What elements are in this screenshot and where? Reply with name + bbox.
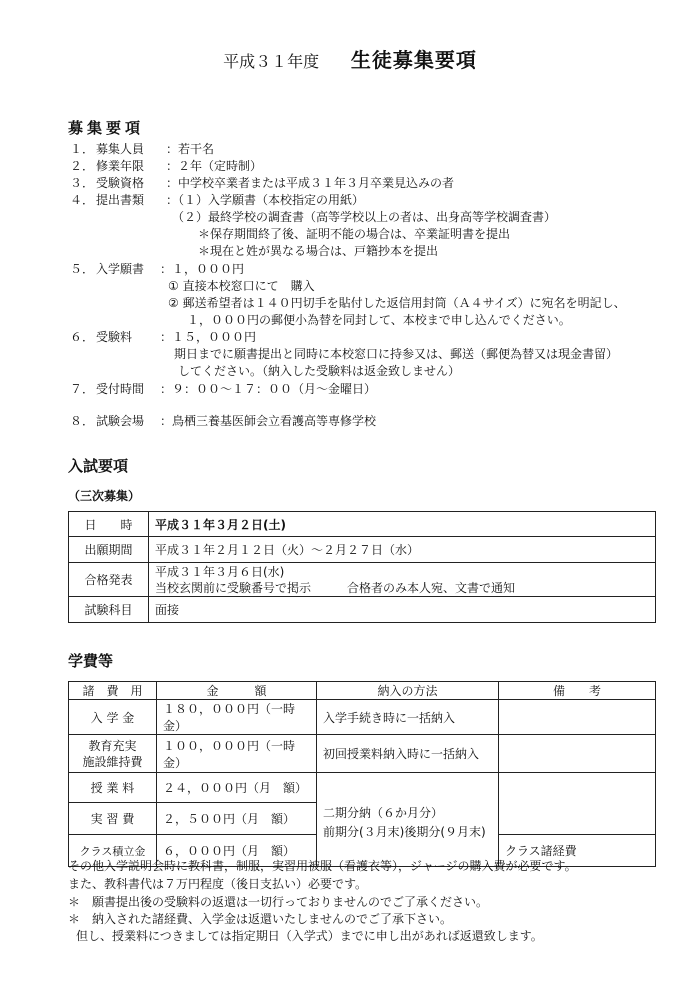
page-title [0,44,700,73]
boshu-item-1: １． 募集人員 ：若干名 [70,142,215,156]
note-line-1: その他入学説明会時に教科書，制服，実習用被服（看護衣等），ジャージの購入費が必要です。 [68,859,577,873]
fee-item-nyugakukin: 入 学 金 [69,700,157,735]
fee-note-merged [499,773,656,835]
table-row [69,597,656,623]
fee-line-2: してください。（納入した受験料は返金致しません） [178,364,461,378]
title-main: 生徒募集要項 [350,48,477,72]
gansho-line-2: ② 郵送希望者は１４０円切手を貼付した返信用封筒（Ａ４サイズ）に宛名を明記し、 [168,296,626,310]
note-line-5: 但し、授業料につきましては指定期日（入学式）までに申し出があれば返還致します。 [76,929,543,943]
boshu-item-3: ３． 受験資格 ：中学校卒業者または平成３１年３月卒業見込みの者 [70,176,455,190]
header-note: 備 考 [499,682,656,700]
boshu-heading: 募集要項 [68,119,145,137]
gansho-line-3: １，０００円の郵便小為替を同封して、本校まで申し込んでください。 [187,313,571,327]
docs-note-1: ＊保存期間終了後、証明不能の場合は、卒業証明書を提出 [198,227,511,241]
fee-amount-nyugakukin: １８０，０００円（一時金） [157,700,317,735]
nyushi-result-note: 当校玄関前に受験番号で掲示 合格者のみ本人宛、文書で通知 [155,580,516,595]
table-row [69,537,656,563]
boshu-item-8: ８． 試験会場 ：鳥栖三養基医師会立看護高等専修学校 [70,414,377,428]
note-line-3: ＊ 願書提出後の受験料の返還は一切行っておりませんのでご了承ください。 [68,895,489,909]
fee-item-jisshuhi: 実 習 費 [69,803,157,835]
table-header [69,682,656,700]
fee-amount-shisetsu: １００，０００円（一時金） [157,735,317,773]
nyushi-subheading: （三次募集） [68,489,141,503]
header-item: 諸 費 用 [69,682,157,700]
boshu-item-2: ２． 修業年限 ：２年（定時制） [70,159,263,173]
nyushi-subject-label: 試験科目 [69,597,149,623]
boshu-item-7: ７． 受付時間 ：９：００～１７：００（月～金曜日） [70,382,377,396]
table-row [69,512,656,537]
fee-method-merged: 二期分納（６か月分） 前期分(３月末)後期分(９月末) [317,773,499,867]
title-year: 平成３１年度 [223,52,320,71]
fee-item-class: クラス積立金 [69,835,157,867]
fee-amount-jisshuhi: ２，５００円（月 額） [157,803,317,835]
nyushi-result-cell [149,563,656,597]
table-row [69,563,656,597]
nyushi-period-label: 出願期間 [69,537,149,563]
fee-item-shisetsu: 教育充実 施設維持費 [69,735,157,773]
nyushi-result-value: 平成３１年３月６日(水) [155,564,285,579]
boshu-item-6: ６． 受験料 ：１５，０００円 [70,330,257,344]
docs-line-2: （２）最終学校の調査書（高等学校以上の者は、出身高等学校調査書） [172,210,557,224]
gansho-line-1: ① 直接本校窓口にて 購入 [168,279,315,293]
table-row [69,735,656,773]
nyushi-result-label: 合格発表 [69,563,149,597]
nyushi-subject-value: 面接 [149,597,656,623]
boshu-item-4: ４． 提出書類 ：（１）入学願書（本校指定の用紙） [70,193,365,207]
fee-method-shisetsu: 初回授業料納入時に一括納入 [317,735,499,773]
fee-note-class: クラス諸経費 [499,835,656,867]
header-amount: 金 額 [157,682,317,700]
fee-note-nyugakukin [499,700,656,735]
fee-amount-class: ６，０００円（月 額） [157,835,317,867]
fee-line-1: 期日までに願書提出と同時に本校窓口に持参又は、郵送（郵便為替又は現金書留） [174,347,619,361]
table-row [69,700,656,735]
nyushi-date-label: 日 時 [69,512,149,537]
nyushi-table [68,511,656,623]
gakuhi-table [68,681,656,867]
header-method: 納入の方法 [317,682,499,700]
boshu-item-5: ５． 入学願書 ：１，０００円 [70,262,245,276]
docs-note-2: ＊現在と姓が異なる場合は、戸籍抄本を提出 [198,244,439,258]
note-line-4: ＊ 納入された諸経費、入学金は返還いたしませんのでご了承下さい。 [68,912,453,926]
fee-note-shisetsu [499,735,656,773]
note-line-2: また、教科書代は７万円程度（後日支払い）必要です。 [68,877,368,891]
fee-item-jugyoryo: 授 業 料 [69,773,157,803]
nyushi-heading: 入試要項 [68,457,129,475]
fee-amount-jugyoryo: ２４，０００円（月 額） [157,773,317,803]
nyushi-period-value: 平成３１年２月１２日（火）～２月２７日（水） [149,537,656,563]
nyushi-date-value: 平成３１年３月２日(土) [149,512,656,537]
gakuhi-heading: 学費等 [68,652,114,670]
fee-method-nyugakukin: 入学手続き時に一括納入 [317,700,499,735]
table-row [69,773,656,803]
